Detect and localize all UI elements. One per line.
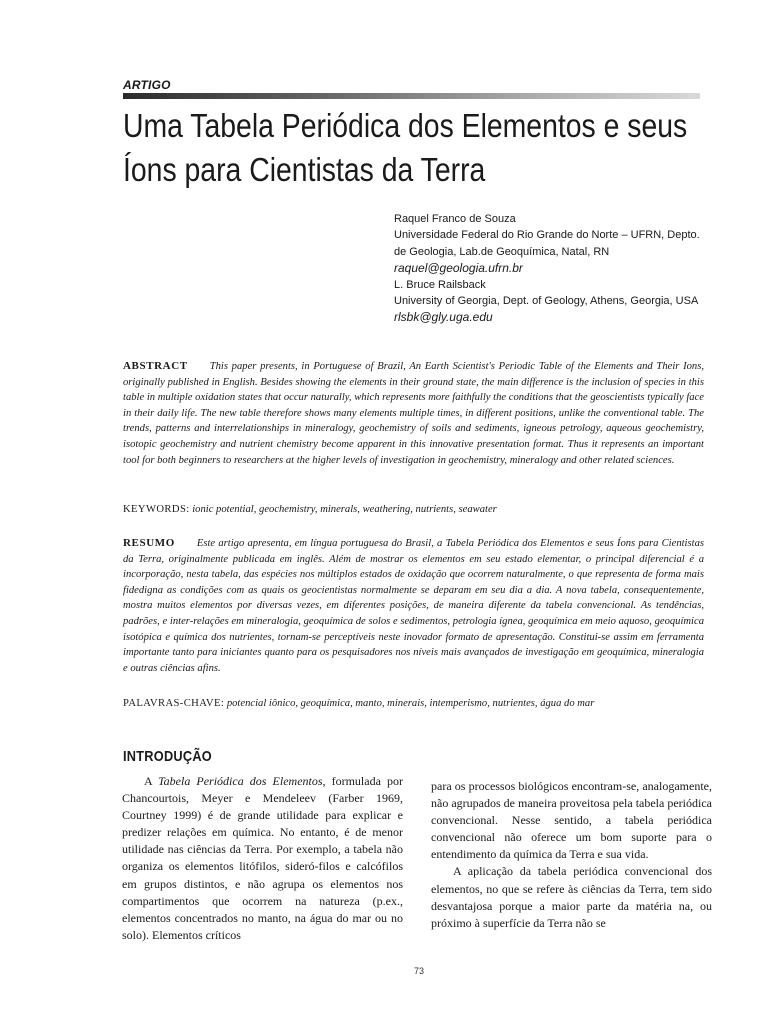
author-1-name: Raquel Franco de Souza	[394, 213, 516, 225]
keywords-label: KEYWORDS:	[123, 504, 190, 515]
palavras-chave-text: potencial iônico, geoquímica, manto, minerais, intemperismo, nutrientes, água do mar	[224, 698, 595, 709]
abstract-label: ABSTRACT	[123, 360, 188, 372]
intro-text: , formulada por Chancourtois, Meyer e Mendeleev (Farber 1969, Courtney 1999) é de grande utilidade para explicar e predizer relações em química. No entanto, é de menor utilidade nas ciências da Terra. Por exemplo, a tabela não organiza os elementos litófilos, sideró-filos e calcófilos em grupos distintos, e não agrupa os elementos nos compartimentos que ocorrem na natureza (p.ex., elementos concentrados no manto, na água do mar ou no solo). Elementos críticos	[122, 774, 403, 942]
author-2-name: L. Bruce Railsback	[394, 278, 486, 291]
introduction-heading: INTRODUÇÃO	[123, 748, 212, 765]
palavras-chave-line	[123, 697, 713, 711]
abstract-text: This paper presents, in Portuguese of Brazil, An Earth Scientist's Periodic Table of the Elements and Their Ions, originally published in English. Besides showing the elements in their ground state, the main difference is the inclusion of species in this table in multiple oxidation states that occur naturally, which represents more faithfully the conditions that the geoscientists typically face in their daily life. The new table therefore shows many elements multiple times, in different positions, unlike the conventional table. The trends, patterns and interrelationships in mineralogy, geochemistry of soils and sediments, igneous petrology, aqueous geochemistry, isotopic geochemistry and nutrient chemistry become apparent in this innovative presentation format. Thus it represents an important tool for both beginners to researchers at the higher levels of investigation in geochemistry, mineralogy and other related sciences.	[123, 361, 704, 466]
title-line-1: Uma Tabela Periódica dos Elementos e seus	[123, 107, 688, 144]
resumo-text: Este artigo apresenta, em língua portuguesa do Brasil, a Tabela Periódica dos Elementos e seus Íons para Cientistas da Terra, originalmente publicada em inglês. Além de mostrar os elementos em seu estado elementar, o principal diferencial é a incorporação, nesta tabela, das espécies nos múltiplos estados de oxidação que ocorrem naturalmente, o que representa de forma mais fidedigna as condições com as quais os geocientistas normalmente se deparam em seu dia a dia. A nova tabela, consequentemente, mostra muitos elementos por diversas vezes, em diferentes posições, de maneira diferente da tabela convencional. As tendências, padrões, e inter-relações em mineralogia, geoquímica de solos e sedimentos, petrologia ígnea, geoquímica em meio aquoso, geoquímica isotópica e química dos nutrientes, tornam-se perceptíveis neste inovador formato de apresentação. Constitui-se assim em ferramenta importante tanto para iniciantes quanto para os pesquisadores nos níveis mais avançados de investigação em geoquímica, mineralogia e outras ciências afins.	[123, 538, 704, 674]
keywords-text: ionic potential, geochemistry, minerals, weathering, nutrients, seawater	[189, 504, 497, 515]
body-column-right	[431, 778, 712, 932]
page-number: 73	[413, 966, 424, 976]
resumo-paragraph	[123, 536, 704, 676]
author-1-email[interactable]: raquel@geologia.ufrn.br	[394, 261, 523, 276]
article-title	[123, 104, 716, 192]
author-block	[394, 211, 724, 326]
header-gradient-rule	[123, 93, 700, 99]
body-column-left	[122, 773, 403, 944]
intro-italic-title: Tabela Periódica dos Elementos	[158, 774, 323, 788]
palavras-chave-label: PALAVRAS-CHAVE:	[123, 698, 225, 709]
author-1-affiliation-line-2: de Geologia, Lab.de Geoquímica, Natal, RN	[394, 245, 610, 258]
author-2-affiliation: University of Georgia, Dept. of Geology, Athens, Georgia, USA	[394, 295, 699, 308]
intro-paragraph-1	[122, 773, 403, 944]
title-line-2: Íons para Cientistas da Terra	[123, 151, 486, 188]
intro-paragraph-2: A aplicação da tabela periódica convencional dos elementos, no que se refere às ciências da Terra, tem sido desvantajosa porque a maior parte da matéria na, ou próximo à superfície da Terra não se	[431, 864, 712, 930]
intro-paragraph-continued: para os processos biológicos encontram-se, analogamente, não agrupados de maneira proveitosa pela tabela periódica convencional. Nesse sentido, a tabela periódica convencional não oferece um bom suporte para o entendimento da química da Terra e sua vida.	[431, 779, 712, 862]
section-label: ARTIGO	[123, 78, 171, 92]
resumo-label: RESUMO	[123, 537, 175, 549]
abstract-paragraph	[123, 359, 704, 468]
author-2-email[interactable]: rlsbk@gly.uga.edu	[394, 310, 493, 325]
keywords-line	[123, 503, 713, 517]
intro-text: A	[144, 774, 159, 788]
author-1-affiliation-line-1: Universidade Federal do Rio Grande do Norte – UFRN, Depto.	[394, 229, 700, 242]
